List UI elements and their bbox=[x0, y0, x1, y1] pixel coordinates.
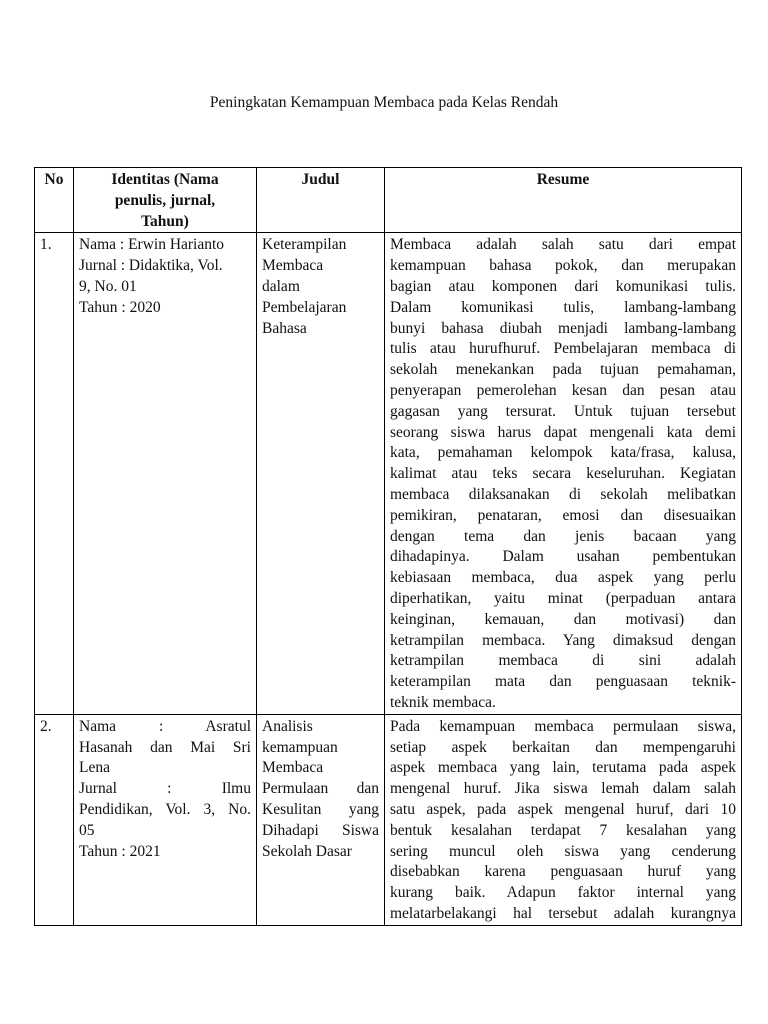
identitas-line: Pendidikan, Vol. 3, No. bbox=[79, 800, 251, 818]
judul-line: Membaca bbox=[262, 759, 324, 777]
judul-line: Kesulitan yang bbox=[262, 800, 379, 818]
judul-line: Pembelajaran bbox=[262, 298, 347, 316]
resume-line: sering muncul oleh siswa yang cenderung bbox=[390, 842, 736, 860]
header-resume: Resume bbox=[385, 168, 742, 233]
judul-line: Sekolah Dasar bbox=[262, 842, 352, 860]
header-identitas bbox=[74, 168, 257, 233]
resume-line: kalimat atau teks secara keseluruhan. Kegiatan bbox=[390, 465, 736, 483]
row-number: 2. bbox=[35, 714, 74, 925]
resume-table bbox=[34, 167, 742, 926]
resume-line: pemikiran, penataran, emosi dan disesuaikan bbox=[390, 506, 736, 524]
resume-line: gagasan yang tersurat. Untuk tujuan tersebut bbox=[390, 402, 736, 420]
identitas-cell bbox=[74, 233, 257, 714]
resume-line: Membaca adalah salah satu dari empat bbox=[390, 236, 736, 254]
resume-line: dihadapinya. Dalam usahan pembentukan bbox=[390, 548, 736, 566]
resume-line: keinginan, kemauan, dan motivasi) dan bbox=[390, 610, 736, 628]
resume-line: membaca dilaksanakan di sekolah melibatkan bbox=[390, 485, 736, 503]
identitas-line: Jurnal : Ilmu bbox=[79, 780, 251, 798]
header-identitas-line: penulis, jurnal, bbox=[114, 191, 216, 209]
resume-line: kata, pemahaman kelompok kata/frasa, kalusa, bbox=[390, 444, 736, 462]
resume-line: kemampuan bahasa pokok, dan merupakan bbox=[390, 257, 736, 275]
judul-line: dalam bbox=[262, 277, 300, 295]
header-identitas-line: Identitas (Nama bbox=[111, 171, 219, 188]
resume-line: teknik membaca. bbox=[390, 693, 496, 711]
identitas-line: Tahun : 2021 bbox=[79, 842, 161, 860]
resume-cell bbox=[385, 714, 742, 925]
identitas-line: Hasanah dan Mai Sri bbox=[79, 738, 251, 756]
table-row bbox=[35, 714, 742, 925]
resume-line: bentuk kesalahan terdapat 7 kesalahan yang bbox=[390, 821, 736, 839]
resume-line: Pada kemampuan membaca permulaan siswa, bbox=[390, 717, 736, 735]
identitas-line: 9, No. 01 bbox=[79, 277, 137, 295]
page-title: Peningkatan Kemampuan Membaca pada Kelas Rendah bbox=[209, 94, 559, 111]
table-row bbox=[35, 233, 742, 714]
resume-line: bunyi bahasa diubah menjadi lambang-lambang bbox=[390, 319, 736, 337]
row-number: 1. bbox=[35, 233, 74, 714]
identitas-line: Lena bbox=[79, 759, 110, 777]
judul-line: Membaca bbox=[262, 257, 324, 275]
resume-line: aspek membaca yang lain, terutama pada aspek bbox=[390, 759, 736, 777]
resume-line: sekolah menekankan pada tujuan pemahaman, bbox=[390, 361, 736, 379]
identitas-line: Nama : Asratul bbox=[79, 717, 251, 735]
resume-line: penyerapan pemerolehan kesan dan pesan atau bbox=[390, 381, 736, 399]
identitas-line: Jurnal : Didaktika, Vol. bbox=[79, 257, 223, 275]
resume-line: keterampilan mata dan penguasaan teknik- bbox=[390, 673, 736, 691]
judul-line: Bahasa bbox=[262, 319, 307, 337]
resume-line: disebabkan karena penguasaan huruf yang bbox=[390, 863, 736, 881]
resume-line: diperhatikan, yaitu minat (perpaduan antara bbox=[390, 589, 736, 607]
identitas-line: 05 bbox=[79, 821, 95, 839]
header-no: No bbox=[35, 168, 74, 233]
resume-line: kurang baik. Adapun faktor internal yang bbox=[390, 884, 736, 902]
header-judul: Judul bbox=[257, 168, 385, 233]
header-identitas-line: Tahun) bbox=[141, 212, 189, 230]
judul-line: Permulaan dan bbox=[262, 780, 379, 798]
judul-line: Keterampilan bbox=[262, 236, 347, 254]
judul-line: Analisis bbox=[262, 717, 313, 735]
resume-line: ketrampilan membaca. Yang dimaksud dengan bbox=[390, 631, 736, 649]
identitas-cell bbox=[74, 714, 257, 925]
resume-cell bbox=[385, 233, 742, 714]
judul-cell bbox=[257, 714, 385, 925]
resume-line: dengan tema dan jenis bacaan yang bbox=[390, 527, 736, 545]
resume-line: mengenal huruf. Jika siswa lemah dalam salah bbox=[390, 780, 736, 798]
resume-line: ketrampilan membaca di sini adalah bbox=[390, 652, 736, 670]
resume-line: melatarbelakangi hal tersebut adalah kurangnya bbox=[390, 904, 736, 922]
resume-line: bagian atau komponen dari komunikasi tulis. bbox=[390, 277, 736, 295]
judul-line: Dihadapi Siswa bbox=[262, 821, 379, 839]
resume-line: Dalam komunikasi tulis, lambang-lambang bbox=[390, 298, 736, 316]
identitas-line: Nama : Erwin Harianto bbox=[79, 236, 225, 254]
judul-line: kemampuan bbox=[262, 738, 338, 756]
resume-line: seorang siswa harus dapat mengenali kata demi bbox=[390, 423, 736, 441]
resume-line: kebiasaan membaca, dua aspek yang perlu bbox=[390, 569, 736, 587]
header-row bbox=[35, 168, 742, 233]
resume-line: setiap aspek berkaitan dan mempengaruhi bbox=[390, 738, 736, 756]
identitas-line: Tahun : 2020 bbox=[79, 298, 161, 316]
resume-line: tulis atau hurufhuruf. Pembelajaran membaca di bbox=[390, 340, 736, 358]
judul-cell bbox=[257, 233, 385, 714]
resume-line: satu aspek, pada aspek mengenal huruf, dari 10 bbox=[390, 800, 736, 818]
